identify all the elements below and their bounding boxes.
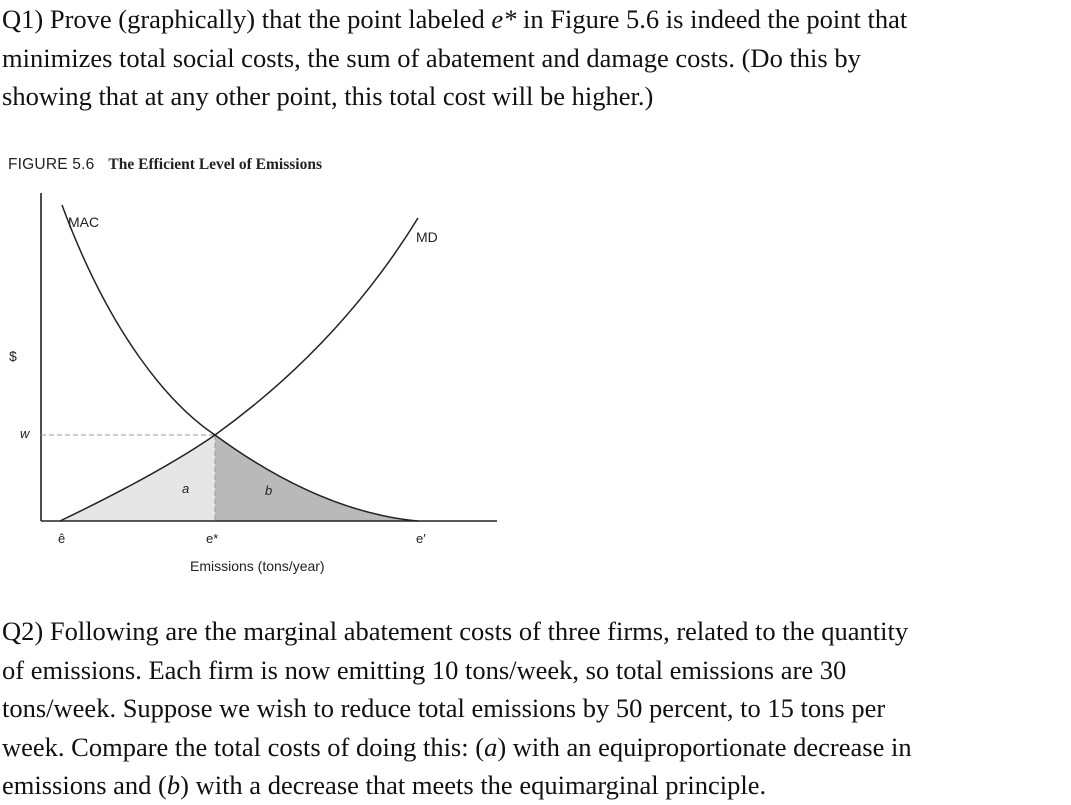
- y-axis-label: $: [9, 348, 17, 364]
- q2-line-4: week. Compare the total costs of doing this: (a) with an equiproportionate decrease in: [2, 731, 912, 762]
- q1-line-3: showing that at any other point, this total cost will be higher.): [2, 81, 654, 111]
- figure-number: FIGURE 5.6: [8, 156, 95, 173]
- region-b-label: b: [265, 483, 273, 498]
- region-a-label: a: [182, 481, 190, 496]
- q1-line-2: minimizes total social costs, the sum of abatement and damage costs. (Do this by: [2, 42, 861, 73]
- y-tick-w: w: [20, 426, 30, 441]
- q2-line-1: Q2) Following are the marginal abatement costs of three firms, related to the quantity: [2, 616, 909, 646]
- mac-label: MAC: [68, 214, 100, 230]
- region-a-area: [60, 435, 215, 521]
- x-tick-e-prime: e′: [416, 531, 426, 546]
- md-label: MD: [416, 229, 438, 245]
- e-star-term: e*: [491, 4, 517, 34]
- q2-line-2: of emissions. Each firm is now emitting 10 tons/week, so total emissions are 30: [2, 654, 847, 685]
- figure-caption: [8, 156, 322, 174]
- question-2: [2, 612, 1068, 805]
- x-axis-label: Emissions (tons/year): [190, 558, 325, 574]
- question-1: [2, 0, 1068, 116]
- q1-line-1: Q1) Prove (graphically) that the point labeled e* in Figure 5.6 is indeed the point that: [2, 4, 908, 34]
- x-tick-e-star: e*: [206, 531, 219, 546]
- efficient-emissions-chart: [0, 185, 510, 585]
- x-tick-e-hat: ê: [58, 531, 66, 546]
- q2-line-3: tons/week. Suppose we wish to reduce total emissions by 50 percent, to 15 tons per: [2, 693, 886, 723]
- q2-line-5: emissions and (b) with a decrease that meets the equimarginal principle.: [2, 770, 767, 800]
- figure-title: The Efficient Level of Emissions: [108, 156, 322, 173]
- region-b-area: [215, 435, 418, 521]
